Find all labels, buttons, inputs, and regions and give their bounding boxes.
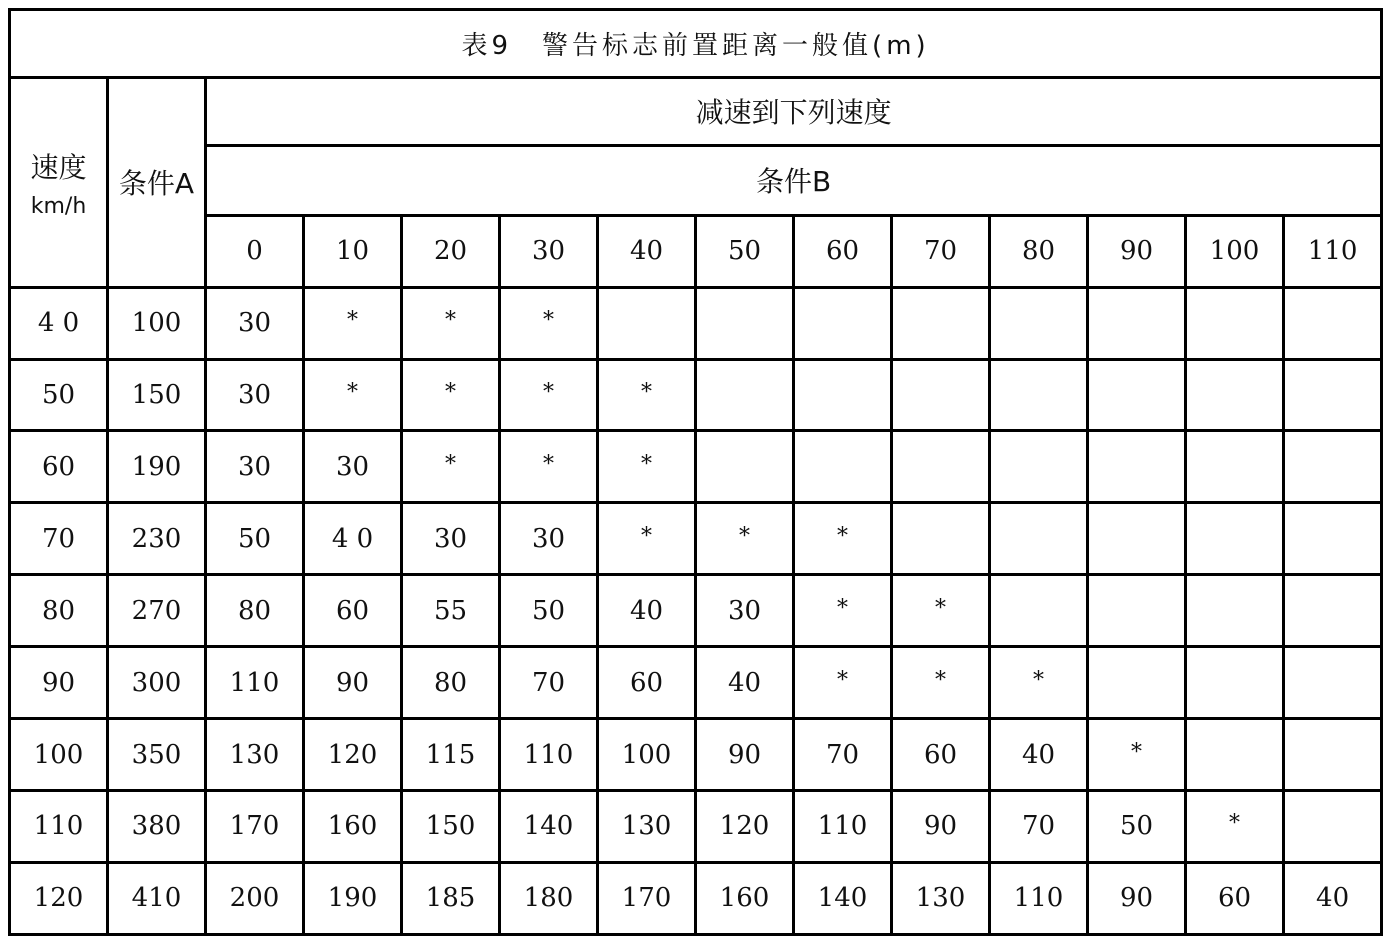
distance-value: * xyxy=(543,379,554,405)
distance-value: 185 xyxy=(425,883,476,914)
distance-cell xyxy=(696,647,794,719)
distance-cell xyxy=(598,647,696,719)
distance-cell xyxy=(696,575,794,647)
distance-cell xyxy=(990,719,1088,791)
distance-cell xyxy=(304,719,402,791)
distance-value: 50 xyxy=(1119,811,1154,842)
distance-cell xyxy=(990,287,1088,359)
distance-cell xyxy=(1186,359,1284,431)
condition-a-cell: 380 xyxy=(108,791,206,863)
distance-cell xyxy=(696,503,794,575)
b-speed-header: 60 xyxy=(794,215,892,287)
distance-cell xyxy=(990,431,1088,503)
row-speed-cell: 110 xyxy=(10,791,108,863)
distance-cell xyxy=(1088,791,1186,863)
distance-value: 100 xyxy=(621,739,672,770)
distance-cell xyxy=(1186,431,1284,503)
distance-cell xyxy=(892,647,990,719)
distance-cell xyxy=(696,719,794,791)
distance-cell xyxy=(696,431,794,503)
distance-cell xyxy=(206,287,304,359)
distance-cell xyxy=(794,719,892,791)
distance-value: 130 xyxy=(915,883,966,914)
distance-cell xyxy=(794,431,892,503)
distance-value: 200 xyxy=(229,883,280,914)
b-speed-header: 30 xyxy=(500,215,598,287)
distance-cell xyxy=(402,862,500,934)
distance-cell xyxy=(892,431,990,503)
distance-value: 160 xyxy=(719,883,770,914)
distance-cell xyxy=(598,287,696,359)
distance-cell xyxy=(304,503,402,575)
table-row xyxy=(10,575,1382,647)
distance-cell xyxy=(1186,862,1284,934)
distance-value: 40 xyxy=(1316,883,1350,914)
distance-cell xyxy=(598,431,696,503)
speed-label: 速度 xyxy=(30,150,87,184)
row-speed-cell: 100 xyxy=(10,719,108,791)
speed-unit: km/h xyxy=(30,193,87,219)
b-speed-header: 20 xyxy=(402,215,500,287)
distance-cell xyxy=(1284,791,1382,863)
distance-cell xyxy=(696,862,794,934)
distance-cell xyxy=(1284,575,1382,647)
distance-cell xyxy=(206,431,304,503)
distance-cell xyxy=(794,359,892,431)
distance-cell xyxy=(304,862,402,934)
distance-cell xyxy=(1284,719,1382,791)
distance-value: 140 xyxy=(817,883,868,914)
distance-value: 115 xyxy=(425,739,476,770)
distance-cell xyxy=(1186,791,1284,863)
distance-value: 130 xyxy=(229,739,280,770)
distance-cell xyxy=(794,287,892,359)
distance-cell xyxy=(206,791,304,863)
distance-cell xyxy=(794,575,892,647)
distance-value: 50 xyxy=(237,523,272,554)
distance-value: 55 xyxy=(433,595,468,626)
distance-value: 170 xyxy=(621,883,672,914)
distance-value: 50 xyxy=(531,595,566,626)
distance-cell xyxy=(696,791,794,863)
distance-cell xyxy=(1186,719,1284,791)
distance-value: * xyxy=(739,523,750,549)
speed-header xyxy=(10,77,108,287)
distance-cell xyxy=(500,719,598,791)
distance-value: 170 xyxy=(229,811,280,842)
distance-value: * xyxy=(543,308,554,334)
distance-value: 30 xyxy=(237,308,272,339)
b-speed-header: 80 xyxy=(990,215,1088,287)
distance-value: 80 xyxy=(237,595,272,626)
distance-cell xyxy=(402,575,500,647)
distance-cell xyxy=(1088,431,1186,503)
distance-cell xyxy=(1186,287,1284,359)
condition-a-cell: 190 xyxy=(108,431,206,503)
distance-value: 4 0 xyxy=(331,523,374,554)
distance-value: * xyxy=(445,451,456,477)
distance-value: * xyxy=(347,308,358,334)
distance-cell xyxy=(1186,647,1284,719)
distance-value: 140 xyxy=(523,811,574,842)
table-row xyxy=(10,862,1382,934)
distance-cell xyxy=(206,575,304,647)
distance-value: 30 xyxy=(237,379,272,410)
distance-value: * xyxy=(837,667,848,693)
distance-cell xyxy=(598,719,696,791)
distance-cell xyxy=(304,791,402,863)
distance-value: * xyxy=(1131,739,1142,765)
distance-value: * xyxy=(641,523,652,549)
b-speed-header: 90 xyxy=(1088,215,1186,287)
distance-cell xyxy=(500,575,598,647)
table-row xyxy=(10,791,1382,863)
distance-cell xyxy=(892,862,990,934)
distance-cell xyxy=(500,287,598,359)
table-row xyxy=(10,719,1382,791)
condition-a-cell: 230 xyxy=(108,503,206,575)
distance-value: * xyxy=(935,595,946,621)
distance-cell xyxy=(1284,862,1382,934)
distance-value: 60 xyxy=(1217,883,1252,914)
b-speed-header: 10 xyxy=(304,215,402,287)
distance-cell xyxy=(1088,503,1186,575)
distance-value: * xyxy=(837,523,848,549)
distance-value: 40 xyxy=(629,595,664,626)
distance-cell xyxy=(500,359,598,431)
distance-cell xyxy=(402,431,500,503)
distance-cell xyxy=(990,359,1088,431)
distance-value: 190 xyxy=(327,883,378,914)
distance-cell xyxy=(794,503,892,575)
distance-value: 30 xyxy=(237,451,272,482)
distance-cell xyxy=(500,791,598,863)
table-row xyxy=(10,647,1382,719)
table-row xyxy=(10,287,1382,359)
row-speed-cell: 80 xyxy=(10,575,108,647)
distance-cell xyxy=(402,287,500,359)
distance-value: 60 xyxy=(335,595,370,626)
row-speed-cell: 120 xyxy=(10,862,108,934)
distance-cell xyxy=(1284,647,1382,719)
row-speed-cell: 50 xyxy=(10,359,108,431)
distance-value: 110 xyxy=(1013,883,1064,914)
distance-value: 70 xyxy=(1021,811,1056,842)
condition-a-cell: 150 xyxy=(108,359,206,431)
distance-cell xyxy=(402,359,500,431)
distance-cell xyxy=(1284,359,1382,431)
warning-sign-distance-table xyxy=(8,8,1383,936)
distance-cell xyxy=(598,791,696,863)
distance-value: 30 xyxy=(727,595,762,626)
b-speed-header: 50 xyxy=(696,215,794,287)
distance-value: 120 xyxy=(327,739,378,770)
distance-value: 70 xyxy=(825,739,860,770)
distance-cell xyxy=(206,719,304,791)
distance-cell xyxy=(1088,575,1186,647)
distance-cell xyxy=(892,575,990,647)
distance-cell xyxy=(500,647,598,719)
distance-cell xyxy=(304,647,402,719)
distance-cell xyxy=(892,359,990,431)
table-row xyxy=(10,431,1382,503)
distance-value: * xyxy=(347,379,358,405)
distance-cell xyxy=(206,359,304,431)
condition-a-header: 条件A xyxy=(108,77,206,287)
distance-cell xyxy=(1284,287,1382,359)
table-row xyxy=(10,503,1382,575)
distance-cell xyxy=(500,862,598,934)
distance-value: * xyxy=(543,451,554,477)
distance-cell xyxy=(1088,359,1186,431)
b-speed-header: 100 xyxy=(1186,215,1284,287)
distance-value: 60 xyxy=(629,667,664,698)
distance-value: 40 xyxy=(727,667,762,698)
row-speed-cell: 70 xyxy=(10,503,108,575)
distance-cell xyxy=(500,503,598,575)
distance-value: * xyxy=(935,667,946,693)
distance-cell xyxy=(402,647,500,719)
distance-cell xyxy=(598,575,696,647)
distance-cell xyxy=(598,503,696,575)
distance-cell xyxy=(1088,719,1186,791)
distance-cell xyxy=(304,287,402,359)
distance-value: 130 xyxy=(621,811,672,842)
table-row xyxy=(10,359,1382,431)
distance-value: 180 xyxy=(523,883,574,914)
distance-cell xyxy=(990,647,1088,719)
distance-cell xyxy=(206,647,304,719)
distance-value: 30 xyxy=(335,451,370,482)
distance-value: 80 xyxy=(433,667,468,698)
distance-cell xyxy=(794,862,892,934)
distance-cell xyxy=(892,719,990,791)
distance-cell xyxy=(696,287,794,359)
distance-value: 110 xyxy=(817,811,868,842)
distance-cell xyxy=(892,791,990,863)
distance-cell xyxy=(1088,862,1186,934)
distance-cell xyxy=(1186,575,1284,647)
distance-cell xyxy=(1088,287,1186,359)
distance-cell xyxy=(794,791,892,863)
distance-value: 60 xyxy=(923,739,958,770)
distance-cell xyxy=(990,791,1088,863)
distance-cell xyxy=(990,503,1088,575)
distance-value: 40 xyxy=(1021,739,1056,770)
condition-a-cell: 270 xyxy=(108,575,206,647)
distance-value: * xyxy=(445,308,456,334)
distance-cell xyxy=(206,862,304,934)
distance-cell xyxy=(892,287,990,359)
distance-value: * xyxy=(641,379,652,405)
distance-value: 110 xyxy=(523,739,574,770)
distance-value: 150 xyxy=(425,811,476,842)
distance-value: 90 xyxy=(727,739,762,770)
distance-value: 120 xyxy=(719,811,770,842)
b-speed-header: 110 xyxy=(1284,215,1382,287)
distance-cell xyxy=(892,503,990,575)
decel-header: 减速到下列速度 xyxy=(206,77,1382,145)
distance-cell xyxy=(402,719,500,791)
distance-cell xyxy=(990,862,1088,934)
table-title: 表9 警告标志前置距离一般值(m) xyxy=(10,10,1382,78)
distance-cell xyxy=(206,503,304,575)
distance-value: 90 xyxy=(1119,883,1154,914)
condition-a-cell: 100 xyxy=(108,287,206,359)
table-container xyxy=(8,8,1380,936)
condition-a-cell: 300 xyxy=(108,647,206,719)
row-speed-cell: 4 0 xyxy=(10,287,108,359)
row-speed-cell: 60 xyxy=(10,431,108,503)
distance-cell xyxy=(304,431,402,503)
distance-cell xyxy=(990,575,1088,647)
distance-cell xyxy=(500,431,598,503)
distance-cell xyxy=(598,359,696,431)
distance-value: 90 xyxy=(923,811,958,842)
distance-cell xyxy=(696,359,794,431)
distance-cell xyxy=(304,575,402,647)
condition-a-cell: 350 xyxy=(108,719,206,791)
distance-value: * xyxy=(641,451,652,477)
distance-value: 30 xyxy=(531,523,566,554)
distance-value: 90 xyxy=(335,667,370,698)
distance-cell xyxy=(402,503,500,575)
distance-cell xyxy=(304,359,402,431)
distance-cell xyxy=(598,862,696,934)
distance-value: 160 xyxy=(327,811,378,842)
b-speed-header: 40 xyxy=(598,215,696,287)
distance-value: * xyxy=(445,379,456,405)
row-speed-cell: 90 xyxy=(10,647,108,719)
condition-a-cell: 410 xyxy=(108,862,206,934)
distance-cell xyxy=(1088,647,1186,719)
distance-cell xyxy=(1284,431,1382,503)
distance-value: * xyxy=(1033,667,1044,693)
b-speed-header: 0 xyxy=(206,215,304,287)
distance-cell xyxy=(794,647,892,719)
distance-value: 30 xyxy=(433,523,468,554)
b-speed-header: 70 xyxy=(892,215,990,287)
distance-cell xyxy=(402,791,500,863)
distance-cell xyxy=(1284,503,1382,575)
distance-value: 70 xyxy=(531,667,566,698)
distance-value: * xyxy=(1229,811,1240,837)
distance-value: 110 xyxy=(229,667,280,698)
distance-cell xyxy=(1186,503,1284,575)
distance-value: * xyxy=(837,595,848,621)
condition-b-header: 条件B xyxy=(206,145,1382,215)
